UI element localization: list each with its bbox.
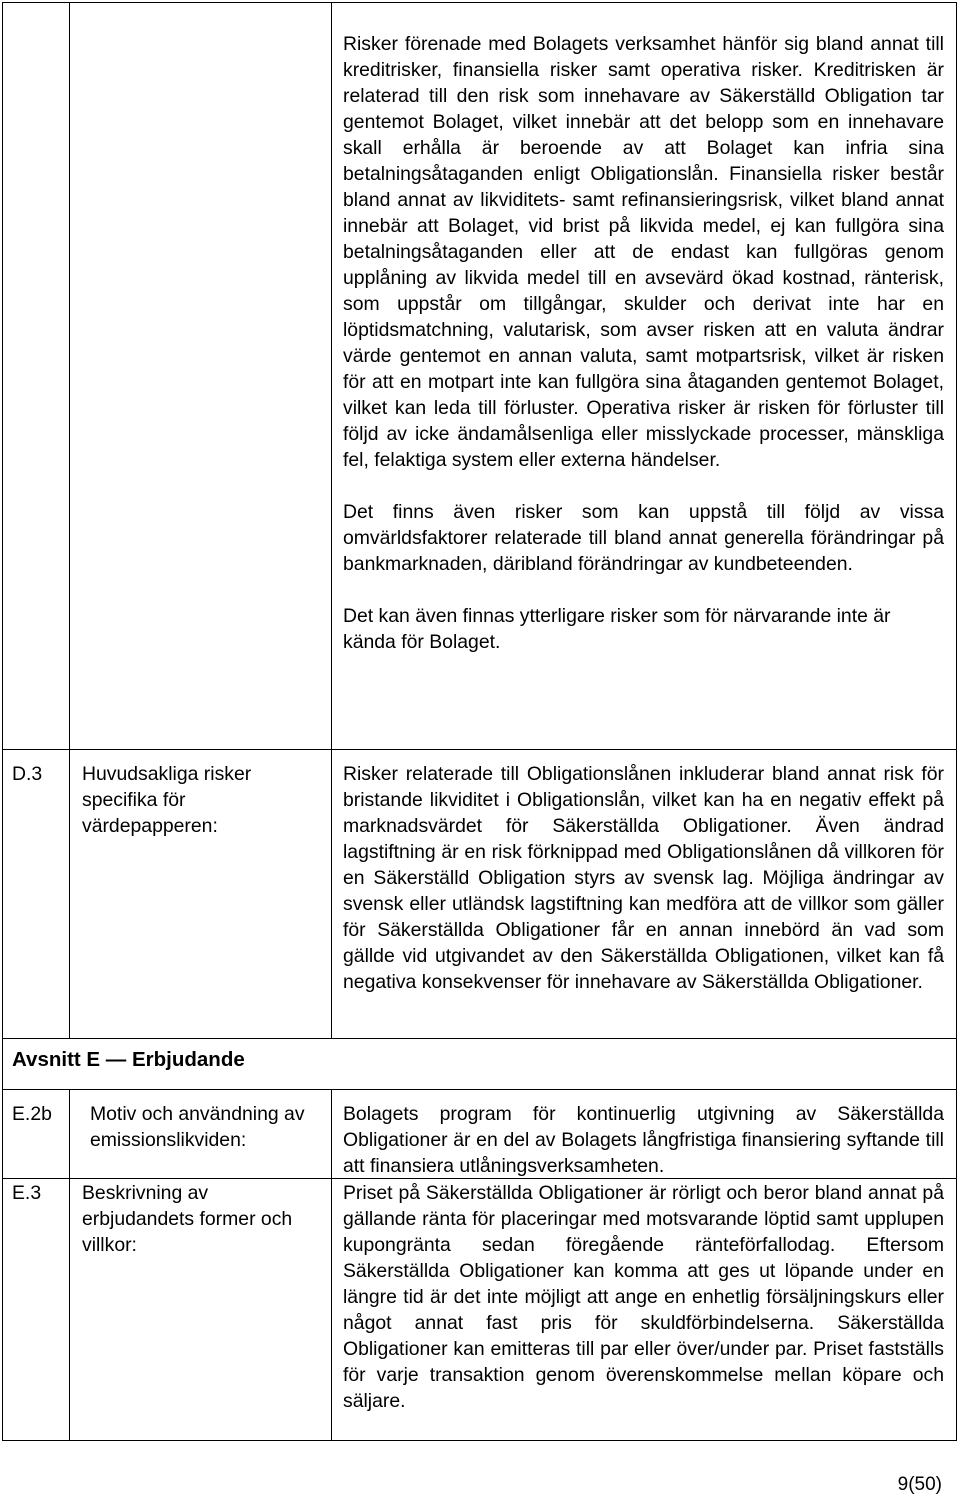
row-label-e3: Beskrivning av erbjudandets former och villkor:: [82, 1182, 293, 1256]
table-column-divider-2: [331, 2, 332, 1039]
row-label-e2b: Motiv och användning av emissionslikviden:: [90, 1103, 305, 1151]
row-text-e3: Priset på Säkerställda Obligationer är rörligt och beror bland annat på gällande ränta för placeringar med motsvarande löptid samt upplupen kupongränta sedan föregående ränteförfallodag. Eftersom Säkerställda Obligationer kan komma att ges ut löpande under en längre tid är det inte möjligt att ange en enhetlig försäljningskurs eller något annat fast pris för skuldförbindelserna. Säkerställda Obligationer kan emitteras till par eller över/under par. Priset fastställs för varje transaktion genom överenskommelse mellan köpare och säljare.: [343, 1182, 944, 1412]
table-border-bottom: [2, 1440, 957, 1441]
table-border-left: [2, 2, 3, 1441]
table-row-divider-section-bottom: [2, 1089, 957, 1090]
table-column-divider-1: [69, 2, 70, 1039]
row-id-e3: E.3: [12, 1182, 42, 1204]
row-label-d3: Huvudsakliga risker specifika för värdepapperen:: [82, 763, 252, 837]
section-heading-e: Avsnitt E — Erbjudande: [12, 1048, 245, 1071]
table-border-right: [956, 2, 957, 1441]
table-border-top: [2, 2, 957, 3]
row-id-e2b: E.2b: [12, 1103, 52, 1125]
table-column-divider-1b: [69, 1089, 70, 1441]
row-text-e2b: Bolagets program för kontinuerlig utgivning av Säkerställda Obligationer är en del av Bolagets långfristiga finansiering syftande till att finansiera utlåningsverksamheten.: [343, 1103, 944, 1177]
risk-paragraph-3: Det kan även finnas ytterligare risker som för närvarande inte är kända för Bolaget.: [343, 605, 891, 653]
row-text-d3: Risker relaterade till Obligationslånen inkluderar bland annat risk för bristande likviditet i Obligationslån, vilket kan ha en negativ effekt på marknadsvärdet för Säkerställda Obligationer. Även ändrad lagstiftning är en risk förknippad med Obligationslånen då villkoren för en Säkerställd Obligation styrs av svensk lag. Möjliga ändringar av svensk eller utländsk lagstiftning kan medföra att de villkor som gäller för Säkerställda Obligationer får en annan innebörd än vad som gällde vid utgivandet av den Säkerställda Obligationen, vilket kan få negativa konsekvenser för innehavare av Säkerställda Obligationer.: [343, 763, 944, 993]
row-id-d3: D.3: [12, 763, 43, 785]
table-row-divider-section: [2, 1038, 957, 1039]
table-column-divider-2b: [331, 1089, 332, 1441]
risk-description-cell: [343, 31, 944, 655]
table-row-divider-d3-top: [2, 749, 957, 750]
risk-paragraph-1: Risker förenade med Bolagets verksamhet hänför sig bland annat till kreditrisker, finansiella risker samt operativa risker. Kreditrisken är relaterad till den risk som innehavare av Säkerställd Obligation tar gentemot Bolaget, vilket innebär att det belopp som en innehavare skall erhålla är beroende av att Bolaget kan infria sina betalningsåtaganden enligt Obligationslån. Finansiella risker består bland annat av likviditets- samt refinansieringsrisk, vilket bland annat innebär att Bolaget, vid brist på likvida medel, ej kan fullgöra sina betalningsåtaganden eller att de endast kan fullgöras genom upplåning av likvida medel till en avsevärd ökad kostnad, ränterisk, som uppstår om tillgångar, skulder och derivat inte har en löptidsmatchning, valutarisk, som avser risken att en valuta ändrar värde gentemot en annan valuta, samt motpartsrisk, vilket är risken för att en motpart inte kan fullgöra sina åtaganden gentemot Bolaget, vilket kan leda till förluster. Operativa risker är risken för förluster till följd av icke ändamålsenliga eller misslyckade processer, mänskliga fel, felaktiga system eller externa händelser.: [343, 33, 944, 471]
page-number: 9(50): [897, 1474, 942, 1495]
risk-paragraph-2: Det finns även risker som kan uppstå till följd av vissa omvärldsfaktorer relaterade till bland annat generella förändringar på bankmarknaden, däribland förändringar av kundbeteenden.: [343, 501, 944, 575]
